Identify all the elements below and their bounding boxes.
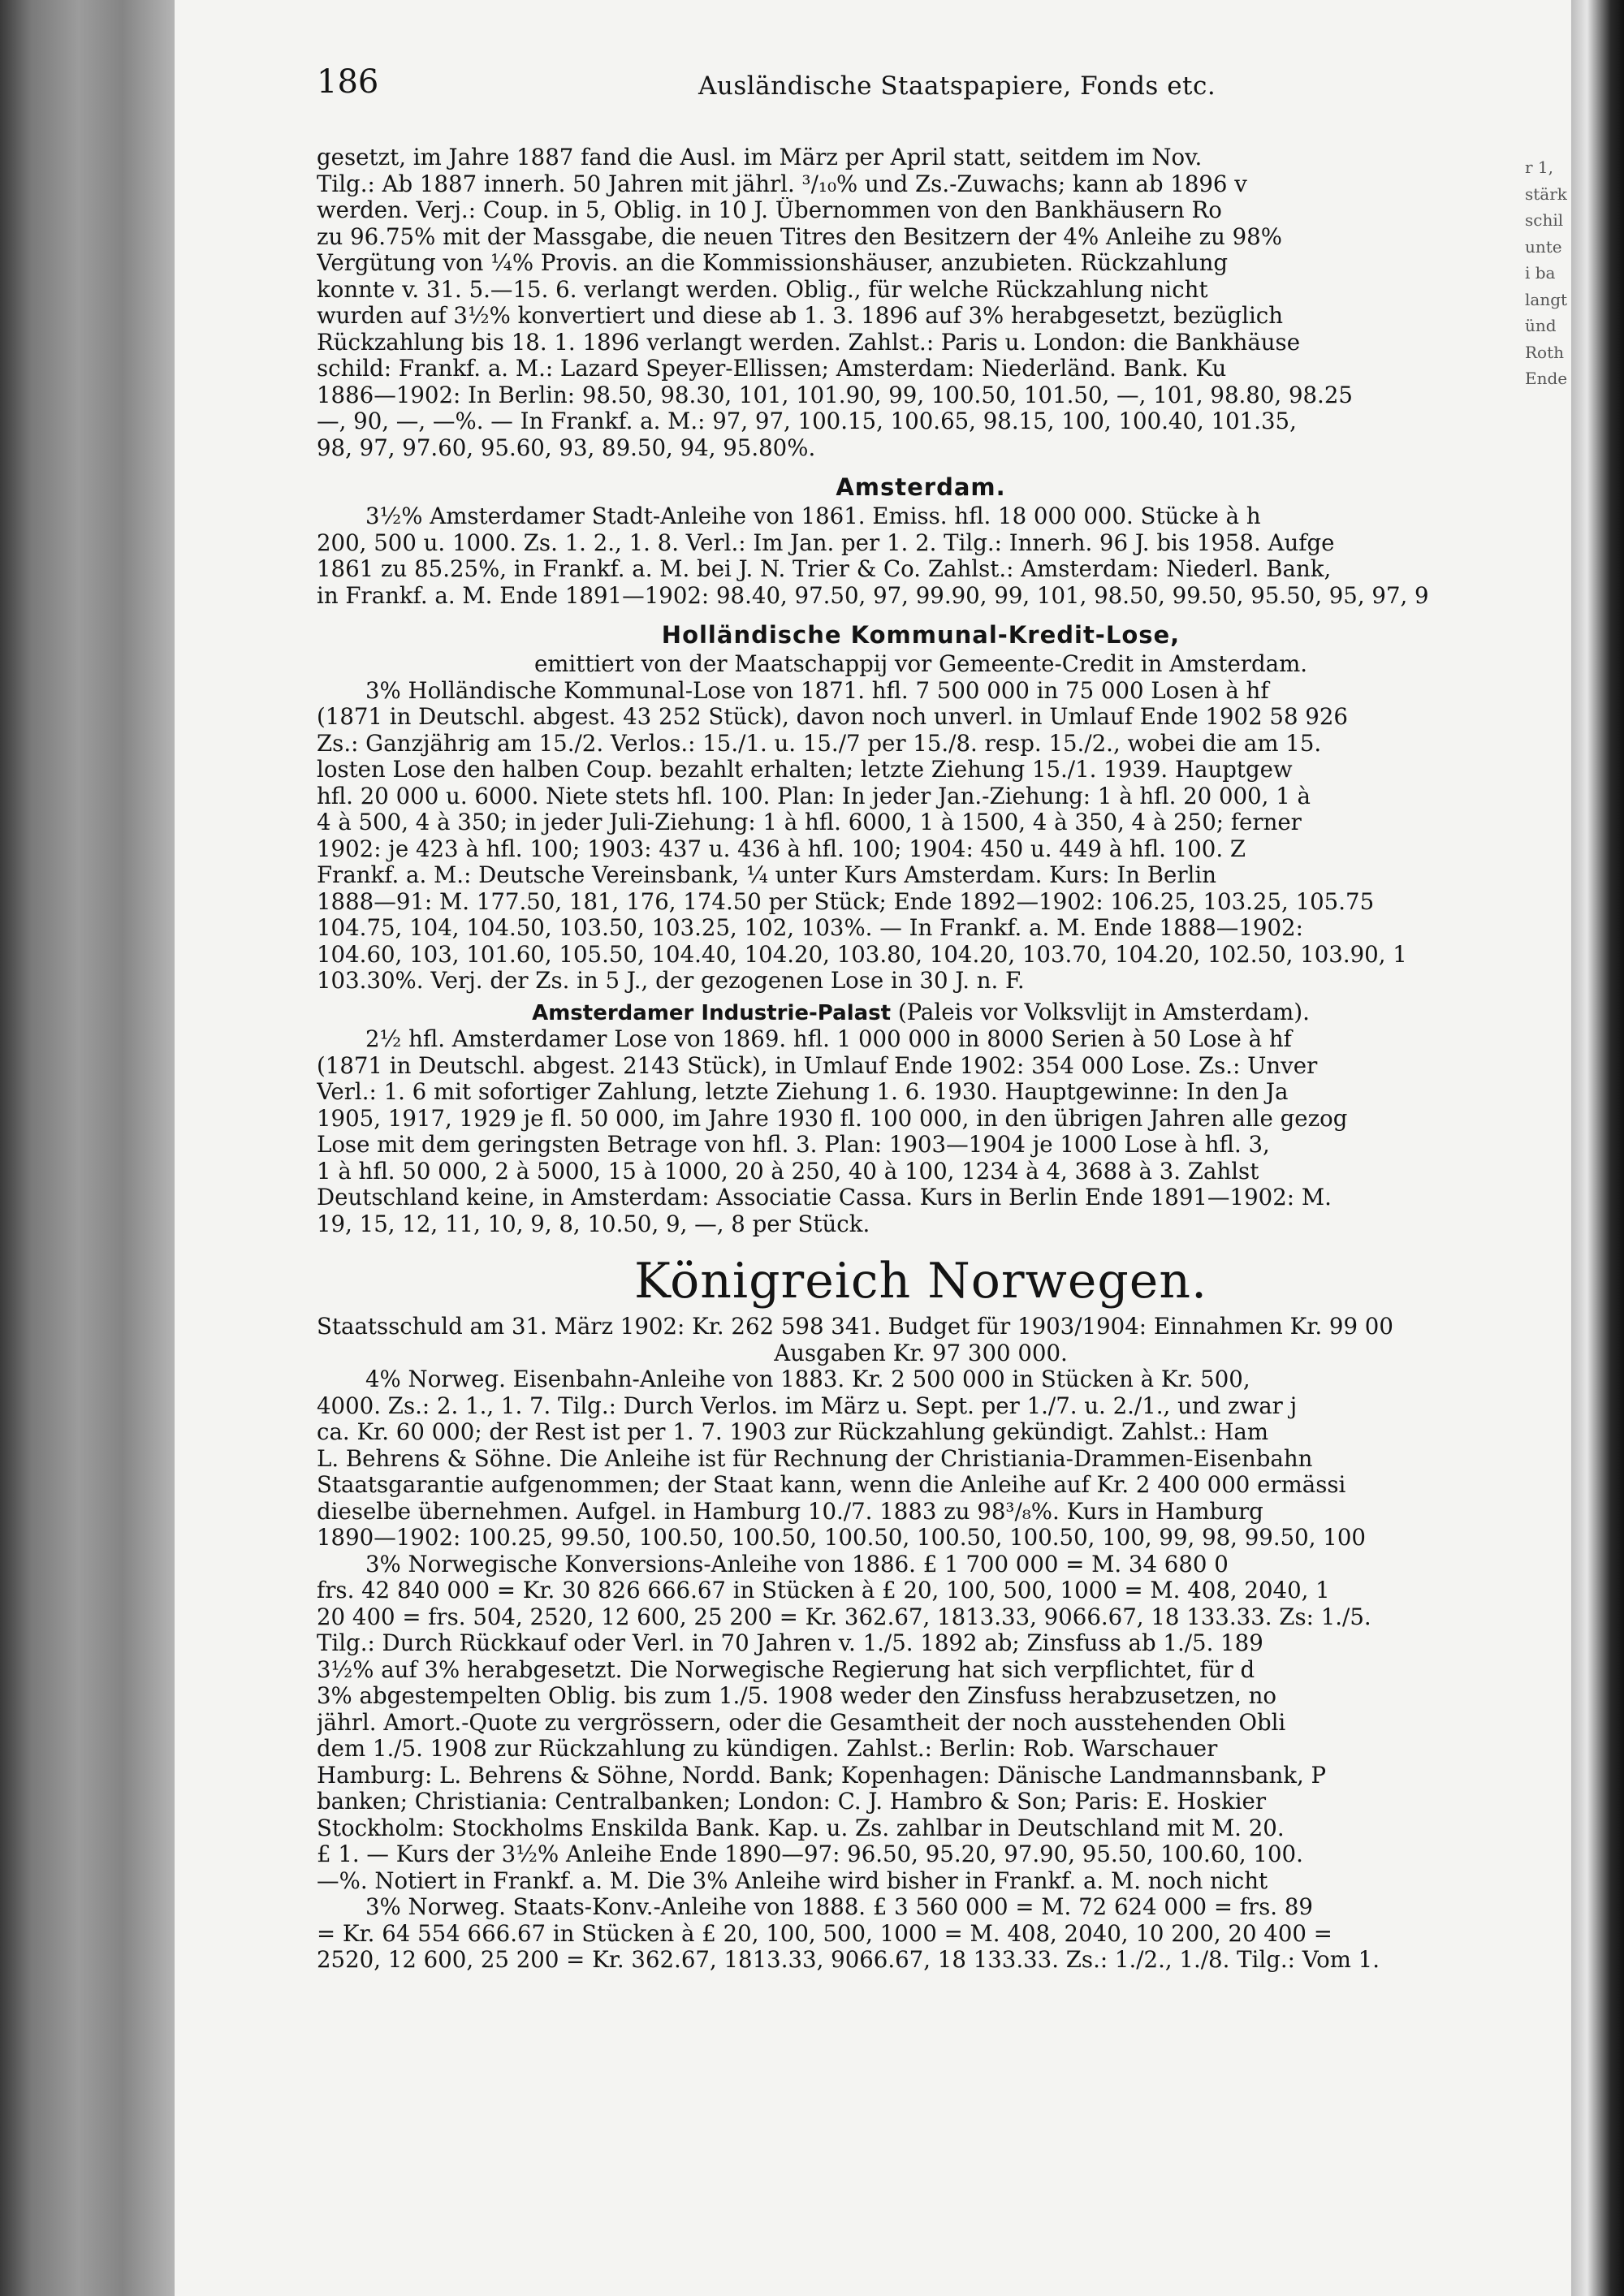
norwegen-line: jährl. Amort.-Quote zu vergrössern, oder die Gesamtheit der noch ausstehenden Obli (317, 1709, 1286, 1736)
kommunal-line: 103.30%. Verj. der Zs. in 5 J., der gezogenen Lose in 30 J. n. F. (317, 968, 1025, 994)
kommunal-line: 3% Holländische Kommunal-Lose von 1871. hfl. 7 500 000 in 75 000 Losen à hf (365, 677, 1269, 704)
margin-fragment: r 1, (1525, 158, 1553, 177)
kommunal-line: Frankf. a. M.: Deutsche Vereinsbank, ¼ unter Kurs Amsterdam. Kurs: In Berlin (317, 862, 1216, 888)
section-title-industrie (317, 999, 1525, 1027)
intro-line: 98, 97, 97.60, 95.60, 93, 89.50, 94, 95.80%. (317, 434, 816, 461)
book-spine (0, 0, 175, 2296)
kommunal-line: 4 à 500, 4 à 350; in jeder Juli-Ziehung: 1 à hfl. 6000, 1 à 1500, 4 à 350, 4 à 250; ferner (317, 809, 1302, 835)
section-title-kommunal: Holländische Kommunal-Kredit-Lose, (661, 621, 1181, 649)
norwegen-line: Staatsgarantie aufgenommen; der Staat kann, wenn die Anleihe auf Kr. 2 400 000 ermässi (317, 1472, 1346, 1498)
intro-line: werden. Verj.: Coup. in 5, Oblig. in 10 J. Übernommen von den Bankhäusern Ro (317, 197, 1222, 223)
norwegen-line: 3% Norweg. Staats-Konv.-Anleihe von 1888. £ 3 560 000 = M. 72 624 000 = frs. 89 (365, 1894, 1313, 1920)
page-number: 186 (317, 63, 379, 101)
intro-line: wurden auf 3½% konvertiert und diese ab 1. 3. 1896 auf 3% herabgesetzt, bezüglich (317, 303, 1284, 329)
norwegen-line: ca. Kr. 60 000; der Rest ist per 1. 7. 1903 zur Rückzahlung gekündigt. Zahlst.: Ham (317, 1419, 1269, 1445)
norwegen-line: 2520, 12 600, 25 200 = Kr. 362.67, 1813.33, 9066.67, 18 133.33. Zs.: 1./2., 1./8. Tilg.: Vom 1. (317, 1947, 1380, 1973)
intro-line: zu 96.75% mit der Massgabe, die neuen Titres den Besitzern der 4% Anleihe zu 98% (317, 223, 1282, 250)
industrie-line: Deutschland keine, in Amsterdam: Associatie Cassa. Kurs in Berlin Ende 1891—1902: M. (317, 1185, 1332, 1211)
kommunal-line: losten Lose den halben Coup. bezahlt erhalten; letzte Ziehung 15./1. 1939. Hauptgew (317, 757, 1293, 783)
industrie-line: (1871 in Deutschl. abgest. 2143 Stück), in Umlauf Ende 1902: 354 000 Lose. Zs.: Unver (317, 1052, 1318, 1079)
norwegen-line: = Kr. 64 554 666.67 in Stücken à £ 20, 100, 500, 1000 = M. 408, 2040, 10 200, 20 400 = (317, 1920, 1332, 1947)
intro-line: Vergütung von ¼% Provis. an die Kommissionshäuser, anzubieten. Rückzahlung (317, 250, 1229, 276)
section-title-norwegen: Königreich Norwegen. (633, 1253, 1208, 1310)
kommunal-line: 104.75, 104, 104.50, 103.50, 103.25, 102, 103%. — In Frankf. a. M. Ende 1888—1902: (317, 915, 1303, 941)
norwegen-line: dieselbe übernehmen. Aufgel. in Hamburg 10./7. 1883 zu 98³/₈%. Kurs in Hamburg (317, 1498, 1263, 1525)
section-title-amsterdam: Amsterdam. (836, 473, 1006, 501)
kommunal-line: hfl. 20 000 u. 6000. Niete stets hfl. 100. Plan: In jeder Jan.-Ziehung: 1 à hfl. 20 000, 1 à (317, 783, 1311, 809)
industrie-line: 1 à hfl. 50 000, 2 à 5000, 15 à 1000, 20 à 250, 40 à 100, 1234 à 4, 3688 à 3. Zahlst (317, 1158, 1259, 1185)
norwegen-line: 1890—1902: 100.25, 99.50, 100.50, 100.50, 100.50, 100.50, 100.50, 100, 99, 98, 99.50, 100 (317, 1525, 1366, 1551)
margin-fragment: schil (1525, 210, 1564, 230)
norwegen-line: frs. 42 840 000 = Kr. 30 826 666.67 in Stücken à £ 20, 100, 500, 1000 = M. 408, 2040, 1 (317, 1577, 1330, 1603)
intro-paragraph (317, 145, 1525, 461)
industrie-line: Lose mit dem geringsten Betrage von hfl. 3. Plan: 1903—1904 je 1000 Lose à hfl. 3, (317, 1132, 1270, 1158)
page-body (317, 145, 1525, 1974)
norwegen-line: Tilg.: Durch Rückkauf oder Verl. in 70 Jahren v. 1./5. 1892 ab; Zinsfuss ab 1./5. 189 (317, 1630, 1263, 1656)
norwegen-line: 3½% auf 3% herabgesetzt. Die Norwegische Regierung hat sich verpflichtet, für d (317, 1656, 1255, 1683)
industrie-title: Amsterdamer Industrie-Palast (532, 1000, 892, 1025)
kommunal-line: 1888—91: M. 177.50, 181, 176, 174.50 per Stück; Ende 1892—1902: 106.25, 103.25, 105.75 (317, 888, 1375, 915)
page-edge (1571, 0, 1624, 2296)
intro-line: Tilg.: Ab 1887 innerh. 50 Jahren mit jährl. ³/₁₀% und Zs.-Zuwachs; kann ab 1896 v (317, 170, 1247, 197)
intro-line: konnte v. 31. 5.—15. 6. verlangt werden. Oblig., für welche Rückzahlung nicht (317, 276, 1208, 303)
norwegen-line: —%. Notiert in Frankf. a. M. Die 3% Anleihe wird bisher in Frankf. a. M. noch nicht (317, 1867, 1268, 1894)
industrie-line: 1905, 1917, 1929 je fl. 50 000, im Jahre 1930 fl. 100 000, in den übrigen Jahren alle gezog (317, 1105, 1348, 1132)
norwegen-line: banken; Christiania: Centralbanken; London: C. J. Hambro & Son; Paris: E. Hoskier (317, 1789, 1267, 1815)
kommunal-line: 1902: je 423 à hfl. 100; 1903: 437 u. 436 à hfl. 100; 1904: 450 u. 449 à hfl. 100. Z (317, 835, 1246, 862)
industrie-line: Verl.: 1. 6 mit sofortiger Zahlung, letzte Ziehung 1. 6. 1930. Hauptgewinne: In den Ja (317, 1079, 1289, 1105)
margin-fragment: i ba (1525, 263, 1556, 283)
intro-line: schild: Frankf. a. M.: Lazard Speyer-Ellissen; Amsterdam: Niederländ. Bank. Ku (317, 356, 1227, 382)
norwegen-intro-line: Staatsschuld am 31. März 1902: Kr. 262 598 341. Budget für 1903/1904: Einnahmen Kr. 99 00 (317, 1314, 1393, 1340)
amsterdam-line: 1861 zu 85.25%, in Frankf. a. M. bei J. N. Trier & Co. Zahlst.: Amsterdam: Niederl. Bank, (317, 556, 1332, 582)
margin-fragment: langt (1525, 289, 1568, 309)
norwegen-intro (317, 1314, 1525, 1366)
kommunal-line: 104.60, 103, 101.60, 105.50, 104.40, 104.20, 103.80, 104.20, 103.70, 104.20, 102.50, 103.90, 1 (317, 941, 1407, 968)
amsterdam-line: 3½% Amsterdamer Stadt-Anleihe von 1861. Emiss. hfl. 18 000 000. Stücke à h (365, 503, 1261, 529)
margin-fragments (1525, 154, 1572, 392)
norwegen-line: Stockholm: Stockholms Enskilda Bank. Kap. u. Zs. zahlbar in Deutschland mit M. 20. (317, 1815, 1285, 1841)
margin-fragment: stärk (1525, 183, 1567, 204)
norwegen-line: 3% abgestempelten Oblig. bis zum 1./5. 1908 weder den Zinsfuss herabzusetzen, no (317, 1683, 1277, 1709)
margin-fragment: Ende (1525, 369, 1568, 388)
norwegen-line: 20 400 = frs. 504, 2520, 12 600, 25 200 = Kr. 362.67, 1813.33, 9066.67, 18 133.33. Zs: 1./5. (317, 1603, 1371, 1630)
norwegen-line: 4% Norweg. Eisenbahn-Anleihe von 1883. Kr. 2 500 000 in Stücken à Kr. 500, (365, 1366, 1250, 1392)
industrie-title-suffix: (Paleis vor Volksvlijt in Amsterdam). (897, 998, 1310, 1025)
kommunal-line: (1871 in Deutschl. abgest. 43 252 Stück), davon noch unverl. in Umlauf Ende 1902 58 926 (317, 704, 1348, 730)
norwegen-line: £ 1. — Kurs der 3½% Anleihe Ende 1890—97: 96.50, 95.20, 97.90, 95.50, 100.60, 100. (317, 1841, 1303, 1867)
norwegen-intro-line: Ausgaben Kr. 97 300 000. (774, 1340, 1068, 1366)
norwegen-line: dem 1./5. 1908 zur Rückzahlung zu kündigen. Zahlst.: Berlin: Rob. Warschauer (317, 1736, 1218, 1762)
norwegen-line: L. Behrens & Söhne. Die Anleihe ist für Rechnung der Christiania-Drammen-Eisenbahn (317, 1445, 1313, 1472)
margin-fragment: ünd (1525, 316, 1557, 335)
intro-line: Rückzahlung bis 18. 1. 1896 verlangt werden. Zahlst.: Paris u. London: die Bankhäuse (317, 329, 1301, 356)
amsterdam-paragraph (317, 503, 1525, 609)
kommunal-paragraph (317, 678, 1525, 995)
page-header (317, 63, 1535, 112)
margin-fragment: unte (1525, 236, 1562, 257)
kommunal-line: Zs.: Ganzjährig am 15./2. Verlos.: 15./1. u. 15./7 per 15./8. resp. 15./2., wobei die am 15. (317, 730, 1322, 757)
norwegen-paragraph (317, 1366, 1525, 1974)
norwegen-line: Hamburg: L. Behrens & Söhne, Nordd. Bank; Kopenhagen: Dänische Landmannsbank, P (317, 1762, 1327, 1789)
industrie-line: 2½ hfl. Amsterdamer Lose von 1869. hfl. 1 000 000 in 8000 Serien à 50 Lose à hf (365, 1026, 1292, 1052)
amsterdam-line: in Frankf. a. M. Ende 1891—1902: 98.40, 97.50, 97, 99.90, 99, 101, 98.50, 99.50, 95.50, 95, 97, 9 (317, 582, 1429, 609)
intro-line: —, 90, —, —%. — In Frankf. a. M.: 97, 97, 100.15, 100.65, 98.15, 100, 100.40, 101.35, (317, 408, 1297, 434)
norwegen-line: 4000. Zs.: 2. 1., 1. 7. Tilg.: Durch Verlos. im März u. Sept. per 1./7. u. 2./1., und zwar j (317, 1392, 1298, 1419)
amsterdam-line: 200, 500 u. 1000. Zs. 1. 2., 1. 8. Verl.: Im Jan. per 1. 2. Tilg.: Innerh. 96 J. bis 1958. Aufge (317, 529, 1335, 556)
section-subtitle-kommunal: emittiert von der Maatschappij vor Gemeente-Credit in Amsterdam. (533, 650, 1308, 677)
norwegen-line: 3% Norwegische Konversions-Anleihe von 1886. £ 1 700 000 = M. 34 680 0 (365, 1551, 1229, 1577)
intro-line: gesetzt, im Jahre 1887 fand die Ausl. im März per April statt, seitdem im Nov. (317, 145, 1203, 170)
industrie-line: 19, 15, 12, 11, 10, 9, 8, 10.50, 9, —, 8 per Stück. (317, 1211, 870, 1237)
running-head: Ausländische Staatspapiere, Fonds etc. (698, 71, 1216, 101)
industrie-paragraph (317, 1026, 1525, 1237)
intro-line: 1886—1902: In Berlin: 98.50, 98.30, 101, 101.90, 99, 100.50, 101.50, —, 101, 98.80, 98.25 (317, 382, 1353, 408)
margin-fragment: Roth (1525, 342, 1565, 362)
